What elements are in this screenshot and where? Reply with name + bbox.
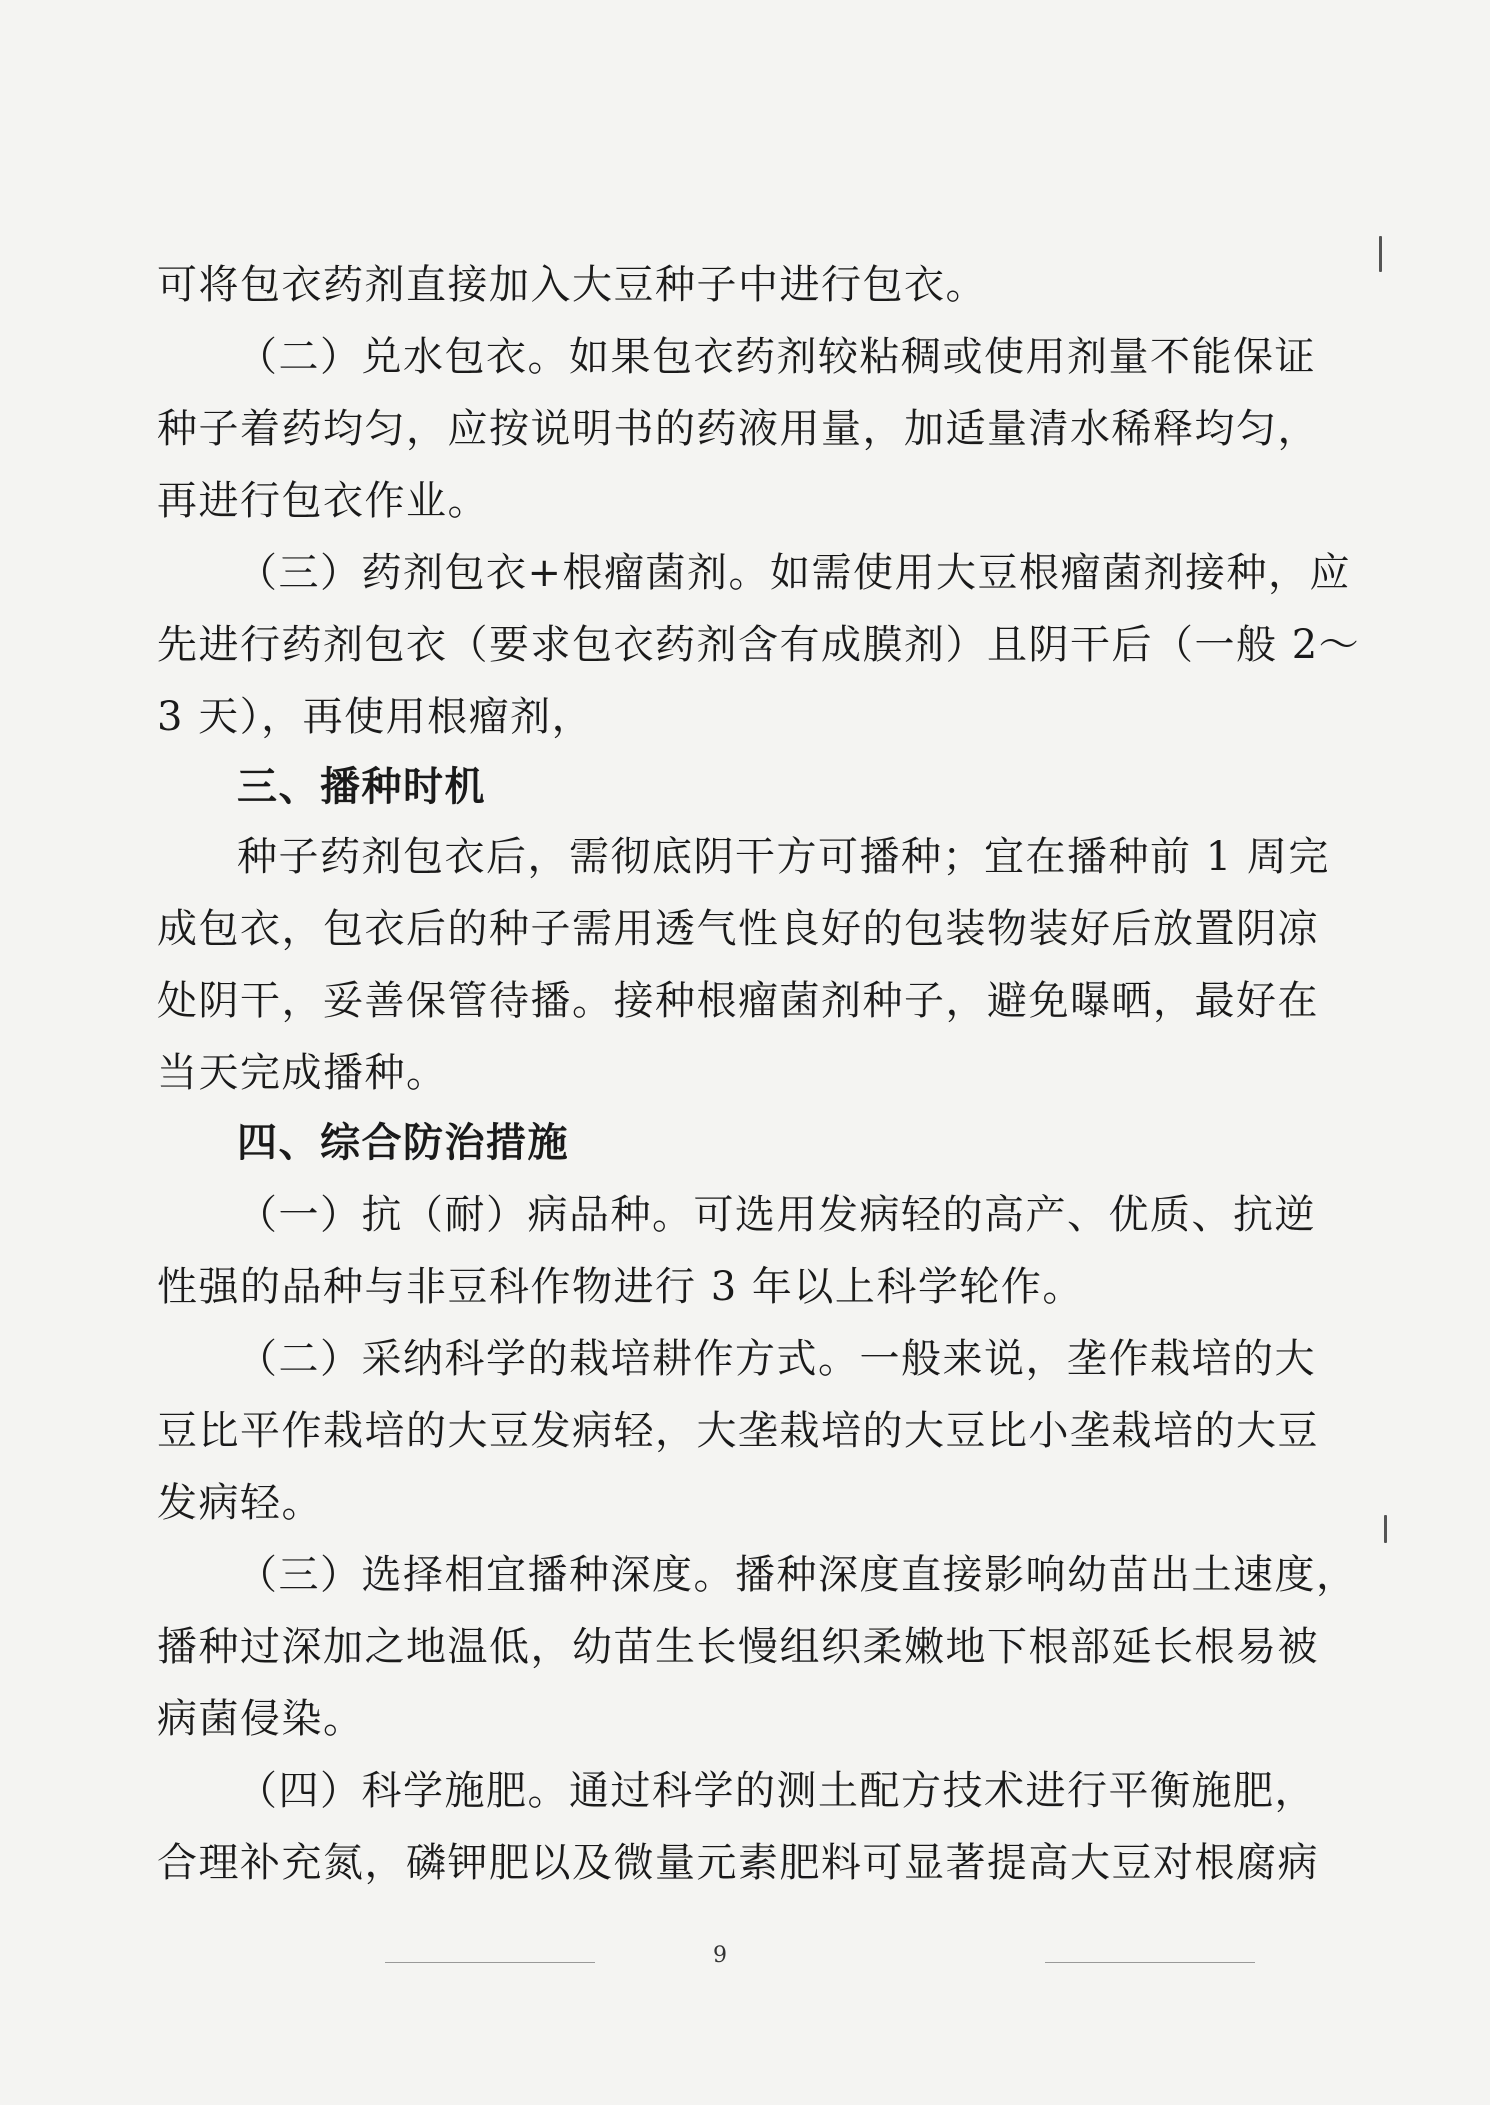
paragraph-line: 3 天），再使用根瘤剂， (157, 694, 594, 740)
footer-rule-right (1045, 1962, 1255, 1963)
paragraph-line: （一）抗（耐）病品种。可选用发病轻的高产、优质、抗逆 (237, 1192, 1316, 1238)
paragraph-line: 播种过深加之地温低，幼苗生长慢组织柔嫩地下根部延长根易被 (157, 1624, 1319, 1670)
paragraph-line: 病菌侵染。 (157, 1696, 365, 1742)
section-heading: 四、综合防治措施 (237, 1120, 569, 1166)
paragraph-line: 再进行包衣作业。 (157, 478, 489, 524)
paragraph-line: （二）采纳科学的栽培耕作方式。一般来说，垄作栽培的大 (237, 1336, 1316, 1382)
paragraph-line: 种子着药均匀，应按说明书的药液用量，加适量清水稀释均匀， (157, 406, 1319, 452)
paragraph-line: （三）药剂包衣+根瘤菌剂。如需使用大豆根瘤菌剂接种，应 (237, 550, 1352, 596)
paragraph-line: （三）选择相宜播种深度。播种深度直接影响幼苗出土速度， (237, 1552, 1358, 1598)
paragraph-line: 合理补充氮，磷钾肥以及微量元素肥料可显著提高大豆对根腐病 (157, 1840, 1319, 1886)
paragraph-line: 当天完成播种。 (157, 1050, 448, 1096)
page-number: 9 (713, 1943, 727, 1968)
paragraph-line: 处阴干，妥善保管待播。接种根瘤菌剂种子，避免曝晒，最好在 (157, 978, 1319, 1024)
section-heading: 三、播种时机 (237, 764, 486, 810)
scan-mark (1384, 1515, 1387, 1543)
paragraph-line: （四）科学施肥。通过科学的测土配方技术进行平衡施肥， (237, 1768, 1316, 1814)
paragraph-line: 成包衣，包衣后的种子需用透气性良好的包装物装好后放置阴凉 (157, 906, 1319, 952)
paragraph-line: 种子药剂包衣后，需彻底阴干方可播种；宜在播种前 1 周完 (237, 834, 1330, 880)
paragraph-line: 性强的品种与非豆科作物进行 3 年以上科学轮作。 (157, 1264, 1084, 1310)
scan-mark (1379, 236, 1382, 272)
paragraph-line: 先进行药剂包衣（要求包衣药剂含有成膜剂）且阴干后（一般 2～ (157, 622, 1361, 668)
paragraph-line: 可将包衣药剂直接加入大豆种子中进行包衣。 (157, 262, 987, 308)
paragraph-line: 发病轻。 (157, 1480, 323, 1526)
paragraph-line: （二）兑水包衣。如果包衣药剂较粘稠或使用剂量不能保证 (237, 334, 1316, 380)
paragraph-line: 豆比平作栽培的大豆发病轻，大垄栽培的大豆比小垄栽培的大豆 (157, 1408, 1319, 1454)
footer-rule-left (385, 1962, 595, 1963)
